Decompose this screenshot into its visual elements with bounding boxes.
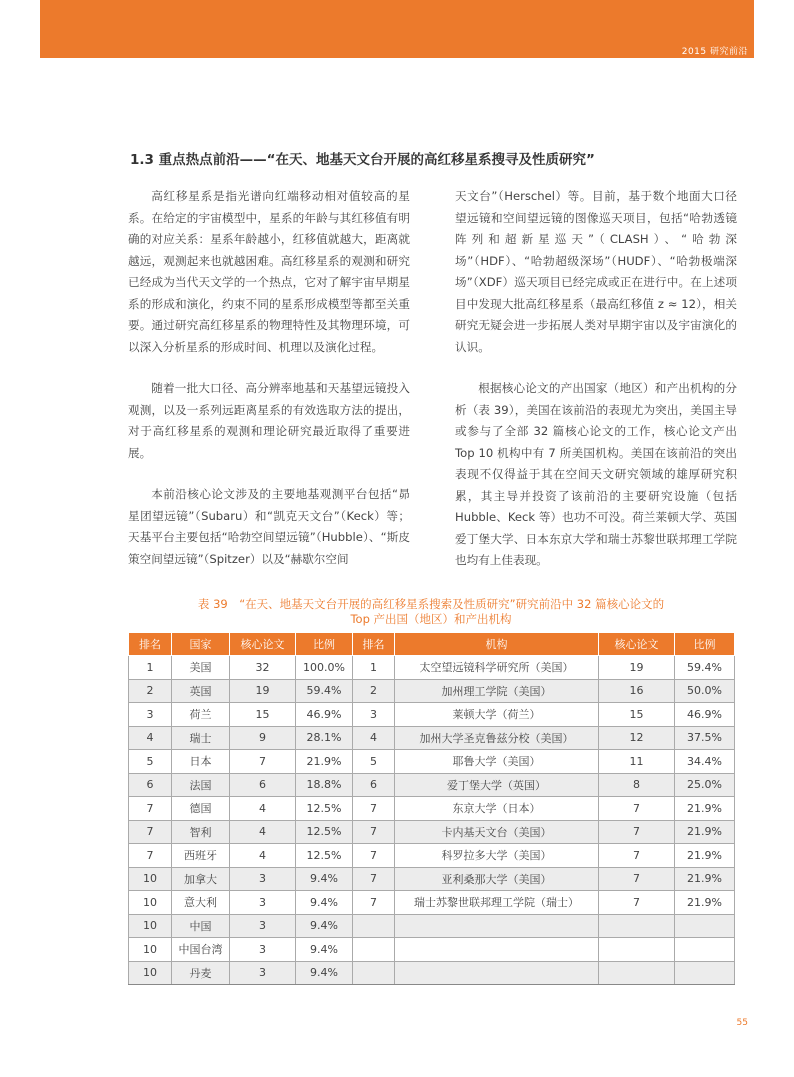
table-cell: 爱丁堡大学（英国） [395,773,599,797]
table-cell: 21.9% [675,820,735,844]
table-cell: 8 [599,773,675,797]
table-cell: 瑞士 [172,726,230,750]
column-header: 机构 [395,633,599,656]
table-cell: 21.9% [675,867,735,891]
paragraph: 天文台”（Herschel）等。目前，基于数个地面大口径望远镜和空间望远镜的图像巡天项目，包括“哈勃透镜阵列和超新星巡天”（CLASH）、“哈勃深场”（HDF）、“哈勃超级深场”（HUDF）、“哈勃极端深场”（XDF）巡天项目已经完成或正在进行中。在上述项目中发现大批高红移星系（最高红移值 z ≈ 12），相关研究无疑会进一步拓展人类对早期宇宙以及宇宙演化的认识。 [455,189,737,354]
column-header: 核心论文 [599,633,675,656]
table-cell: 7 [129,797,172,821]
table-cell: 1 [353,656,395,680]
table-cell: 7 [353,844,395,868]
table-cell: 智利 [172,820,230,844]
table-cell: 7 [230,750,296,774]
table-row [129,726,735,750]
table-cell: 7 [599,891,675,915]
table-cell [353,961,395,985]
body-column-right [455,186,737,592]
column-header: 排名 [353,633,395,656]
header-bar [40,0,754,58]
table-cell: 4 [230,844,296,868]
table-cell: 7 [599,820,675,844]
table-cell: 12.5% [296,797,353,821]
table-cell: 21.9% [675,891,735,915]
paragraph: 根据核心论文的产出国家（地区）和产出机构的分析（表 39），美国在该前沿的表现尤为突出，美国主导或参与了全部 32 篇核心论文的工作，核心论文产出 Top 10 机构中有 7 所美国机构。美国在该前沿的突出表现不仅得益于其在空间天文研究领域的雄厚研究积累，其主导并投资了该前沿的主要研究设施（包括 Hubble、Keck 等）也功不可没。荷兰莱顿大学、英国爱丁堡大学、日本东京大学和瑞士苏黎世联邦理工学院也均有上佳表现。 [455,381,737,567]
page-number: 55 [736,1018,748,1028]
table-cell: 5 [129,750,172,774]
table-cell: 1 [129,656,172,680]
table-cell: 25.0% [675,773,735,797]
table-cell: 9.4% [296,961,353,985]
table-cell: 3 [230,938,296,962]
table-cell: 10 [129,938,172,962]
table-cell: 中国 [172,914,230,938]
table-cell: 21.9% [675,844,735,868]
section-title: 1.3 重点热点前沿——“在天、地基天文台开展的高红移星系搜寻及性质研究” [130,152,595,168]
table-cell: 4 [230,820,296,844]
table-cell: 59.4% [296,679,353,703]
table-cell [675,961,735,985]
table-cell: 12.5% [296,844,353,868]
table-caption [128,597,734,627]
table-cell: 10 [129,961,172,985]
table-cell [599,961,675,985]
table-cell [395,914,599,938]
table-cell: 3 [230,891,296,915]
table-cell [353,914,395,938]
table-cell: 4 [129,726,172,750]
table-cell: 加州大学圣克鲁兹分校（美国） [395,726,599,750]
table-cell: 科罗拉多大学（美国） [395,844,599,868]
table-cell: 19 [230,679,296,703]
table-caption-line: 表 39 “在天、地基天文台开展的高红移星系搜索及性质研究”研究前沿中 32 篇核心论文的 [197,597,665,611]
table-cell: 瑞士苏黎世联邦理工学院（瑞士） [395,891,599,915]
table-cell: 3 [230,914,296,938]
table-cell: 3 [230,867,296,891]
table-cell: 9.4% [296,938,353,962]
table-cell: 3 [353,703,395,727]
table-cell: 耶鲁大学（美国） [395,750,599,774]
table-cell: 日本 [172,750,230,774]
table-cell: 5 [353,750,395,774]
table-cell: 21.9% [296,750,353,774]
table-row [129,750,735,774]
table-cell: 7 [353,797,395,821]
table-cell: 3 [129,703,172,727]
column-header: 国家 [172,633,230,656]
paragraph: 本前沿核心论文涉及的主要地基观测平台包括“昴星团望远镜”（Subaru）和“凯克天文台”（Keck）等；天基平台主要包括“哈勃空间望远镜”（Hubble）、“斯皮策空间望远镜”（Spitzer）以及“赫歇尔空间 [128,487,410,566]
column-header: 排名 [129,633,172,656]
table-cell: 2 [353,679,395,703]
table-cell: 丹麦 [172,961,230,985]
table-cell: 太空望远镜科学研究所（美国） [395,656,599,680]
table-cell: 34.4% [675,750,735,774]
table-row [129,820,735,844]
table-cell: 21.9% [675,797,735,821]
table-cell [395,938,599,962]
table-cell: 9.4% [296,867,353,891]
table-row [129,961,735,985]
table-cell: 法国 [172,773,230,797]
table-cell: 6 [230,773,296,797]
table-caption-line: Top 产出国（地区）和产出机构 [350,612,512,626]
table-cell: 加拿大 [172,867,230,891]
table-cell: 12 [599,726,675,750]
table-cell: 3 [230,961,296,985]
table-cell: 15 [230,703,296,727]
table-cell: 12.5% [296,820,353,844]
table-cell: 7 [599,844,675,868]
table-cell: 7 [599,797,675,821]
table-cell: 100.0% [296,656,353,680]
table-cell: 东京大学（日本） [395,797,599,821]
table-cell: 7 [353,867,395,891]
table-row [129,914,735,938]
table-cell: 19 [599,656,675,680]
table-cell: 中国台湾 [172,938,230,962]
table-row [129,703,735,727]
table-cell: 莱顿大学（荷兰） [395,703,599,727]
table-cell: 16 [599,679,675,703]
table-cell: 7 [599,867,675,891]
table-cell: 7 [129,820,172,844]
body-column-left [128,186,410,590]
table-cell: 6 [353,773,395,797]
table-cell [599,914,675,938]
paragraph: 随着一批大口径、高分辨率地基和天基望远镜投入观测，以及一系列远距离星系的有效选取方法的提出，对于高红移星系的观测和理论研究最近取得了重要进展。 [128,381,410,460]
column-header: 比例 [675,633,735,656]
table-cell [599,938,675,962]
table-cell: 18.8% [296,773,353,797]
table-cell: 美国 [172,656,230,680]
table-cell: 7 [353,820,395,844]
table-row [129,844,735,868]
column-header: 比例 [296,633,353,656]
data-table [128,632,735,985]
table-cell: 荷兰 [172,703,230,727]
table-cell: 50.0% [675,679,735,703]
table-row [129,938,735,962]
table-cell: 西班牙 [172,844,230,868]
table-cell: 2 [129,679,172,703]
table-cell: 59.4% [675,656,735,680]
table-cell: 46.9% [296,703,353,727]
table-cell: 7 [353,891,395,915]
table-cell: 9.4% [296,891,353,915]
table-cell: 15 [599,703,675,727]
table-cell: 9.4% [296,914,353,938]
table-cell: 7 [129,844,172,868]
table-cell: 加州理工学院（美国） [395,679,599,703]
table-row [129,679,735,703]
table-cell: 11 [599,750,675,774]
table-cell: 6 [129,773,172,797]
table-row [129,797,735,821]
table-cell: 9 [230,726,296,750]
table-cell: 亚利桑那大学（美国） [395,867,599,891]
table-cell: 英国 [172,679,230,703]
table-row [129,656,735,680]
table-cell: 10 [129,914,172,938]
table-cell: 32 [230,656,296,680]
paragraph: 高红移星系是指光谱向红端移动相对值较高的星系。在给定的宇宙模型中，星系的年龄与其红移值有明确的对应关系：星系年龄越小，红移值就越大，距离就越远，观测起来也就越困难。高红移星系的观测和研究已经成为当代天文学的一个热点，它对了解宇宙早期星系的形成和演化，约束不同的星系形成模型等都至关重要。通过研究高红移星系的物理特性及其物理环境，可以深入分析星系的形成时间、机理以及演化过程。 [128,189,410,354]
table-row [129,891,735,915]
table-cell: 10 [129,891,172,915]
running-head: 2015 研究前沿 [681,47,748,57]
table-cell: 4 [353,726,395,750]
table-cell [353,938,395,962]
table-cell: 卡内基天文台（美国） [395,820,599,844]
table-cell: 37.5% [675,726,735,750]
table-cell [395,961,599,985]
table-cell: 28.1% [296,726,353,750]
table-cell: 10 [129,867,172,891]
table-cell: 德国 [172,797,230,821]
table-cell [675,914,735,938]
table-cell: 4 [230,797,296,821]
table-row [129,867,735,891]
table-row [129,773,735,797]
table-cell: 46.9% [675,703,735,727]
table-header-row [129,633,735,656]
column-header: 核心论文 [230,633,296,656]
table-cell: 意大利 [172,891,230,915]
table-cell [675,938,735,962]
